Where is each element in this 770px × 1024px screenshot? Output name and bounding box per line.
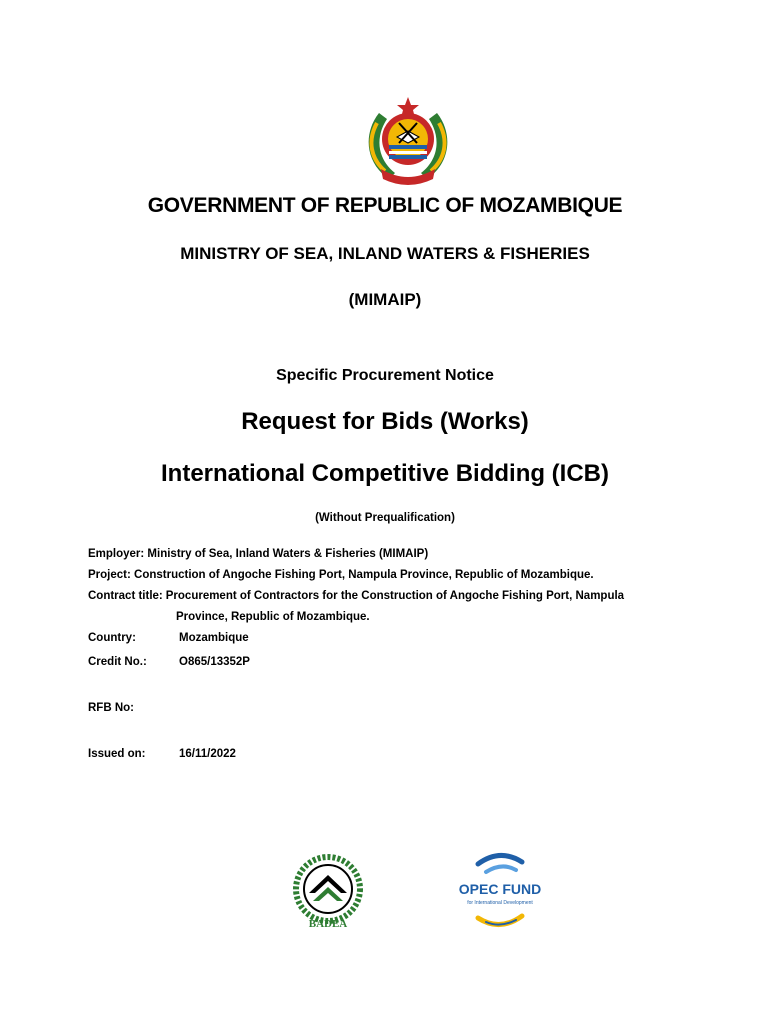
contract-title-continued: Province, Republic of Mozambique. bbox=[176, 611, 370, 623]
bidding-method: International Competitive Bidding (ICB) bbox=[161, 460, 609, 487]
opec-fund-logo-icon bbox=[450, 848, 550, 934]
employer-line: Employer: Ministry of Sea, Inland Waters & Fisheries (MIMAIP) bbox=[88, 548, 429, 560]
badea-wordmark: BADEA bbox=[308, 918, 348, 930]
ministry-abbreviation: (MIMAIP) bbox=[348, 290, 422, 309]
rfb-row bbox=[88, 698, 708, 719]
prequalification-note: (Without Prequalification) bbox=[315, 512, 455, 524]
contract-title-value: Procurement of Contractors for the Construction of Angoche Fishing Port, Nampula bbox=[165, 590, 625, 602]
contract-title-label: Contract title: bbox=[88, 590, 163, 602]
issued-label: Issued on: bbox=[88, 748, 146, 760]
rfb-label: RFB No: bbox=[88, 702, 134, 714]
credit-value: O865/13352P bbox=[179, 656, 250, 668]
credit-label: Credit No.: bbox=[88, 656, 147, 668]
opec-fund-name: OPEC FUND bbox=[458, 881, 542, 897]
notice-title: Request for Bids (Works) bbox=[241, 408, 529, 435]
ministry-heading: MINISTRY OF SEA, INLAND WATERS & FISHERIES bbox=[180, 244, 590, 263]
badea-logo-icon bbox=[287, 851, 369, 933]
country-value: Mozambique bbox=[179, 632, 249, 644]
issued-value: 16/11/2022 bbox=[179, 748, 236, 760]
project-line: Project: Construction of Angoche Fishing Port, Nampula Province, Republic of Mozambique. bbox=[88, 569, 594, 581]
coat-of-arms-icon bbox=[359, 93, 457, 189]
contract-title-row bbox=[88, 586, 708, 607]
credit-row bbox=[88, 652, 708, 673]
country-label: Country: bbox=[88, 632, 136, 644]
notice-type: Specific Procurement Notice bbox=[276, 367, 494, 384]
government-heading: GOVERNMENT OF REPUBLIC OF MOZAMBIQUE bbox=[147, 194, 623, 217]
issued-row bbox=[88, 744, 708, 765]
notice-details bbox=[88, 544, 708, 765]
opec-fund-subtitle: for International Development bbox=[467, 900, 533, 906]
country-row bbox=[88, 628, 708, 649]
